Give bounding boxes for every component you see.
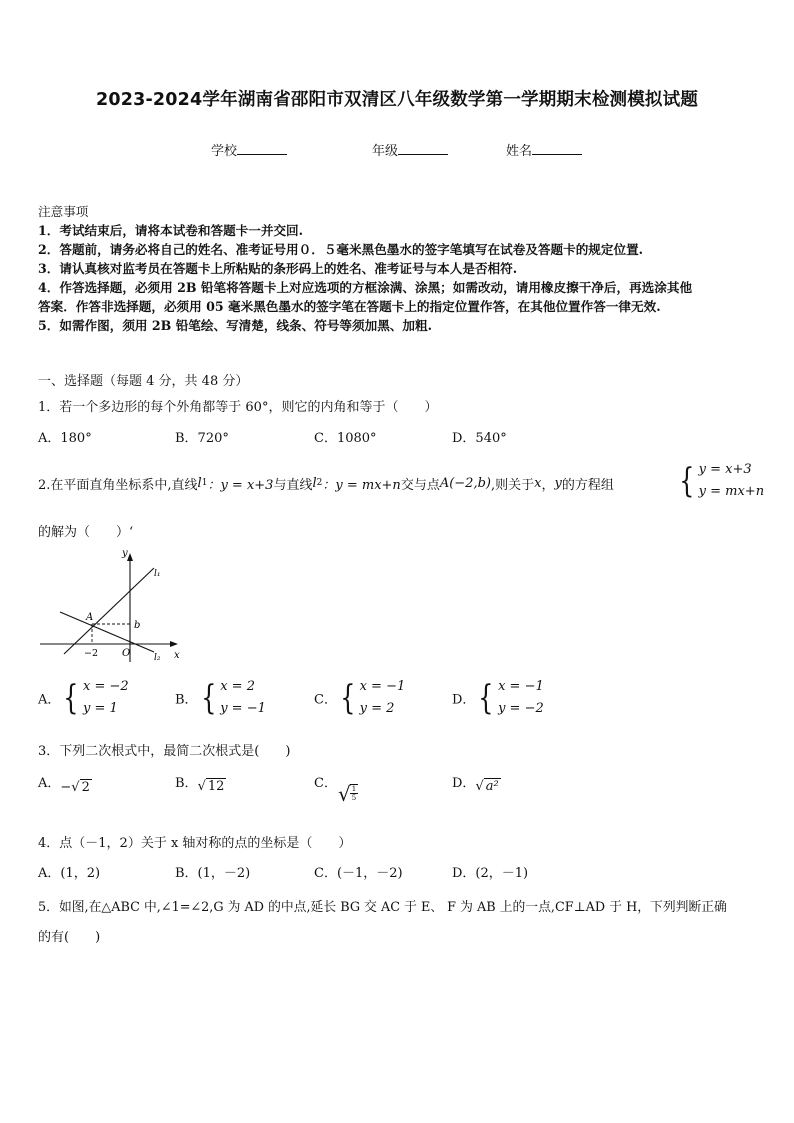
sqrt-icon: √ [197,779,206,794]
q2-text-5: 的方程组 [561,477,614,493]
q2-option-d-label: D． [452,692,476,708]
page-title: 2023-2024学年湖南省邵阳市双清区八年级数学第一学期期末检测模拟试题 [95,90,699,110]
q2-option-a-label: A． [38,692,61,708]
q2-eq2: ：y = mx+n [322,477,401,493]
q2-text-3: 交与点 [400,477,440,493]
q3-d-radicand: a² [485,779,499,794]
q3-c-denominator: 5 [351,794,357,802]
notice-item-2: 2．答题前，请务必将自己的姓名、准考证号用０．５毫米黑色墨水的签字笔填写在试卷及答题卡的规定位置. [38,242,644,257]
q1-option-d[interactable]: D．540° [452,431,507,446]
school-blank[interactable] [237,142,287,155]
q2-option-d[interactable] [452,676,544,720]
name-blank[interactable] [532,142,582,155]
q3-option-c[interactable] [314,772,357,806]
q2-c-row2: y = 2 [359,701,395,716]
q3-option-a-label: A． [38,776,61,791]
q1-option-b[interactable]: B．720° [175,431,229,446]
q2-sep: ， [541,477,555,493]
q2-eq1: ：y = x+3 [207,477,274,493]
sqrt-icon: √ [338,782,351,806]
brace-icon: { [478,678,494,718]
label-l1: l₁ [154,569,161,579]
q3-a-minus: − [60,780,72,795]
name-field [506,140,582,159]
q2-l1-sub: 1 [201,478,208,488]
q2-text-1: 2.在平面直角坐标系中,直线 [38,477,198,493]
q2-stem [38,468,614,498]
q4-option-d[interactable]: D．(2，－1) [452,866,529,881]
q2-brace-icon: { [679,461,695,501]
q2-graph [38,548,188,666]
q3-option-b[interactable] [175,772,226,794]
q2-l2: l [312,475,317,491]
q5-stem-line1: 5．如图,在△ABC 中,∠1=∠2,G 为 AD 的中点,延长 BG 交 AC 于 E、 F 为 AB 上的一点,CF⊥AD 于 H，下列判断正确 [38,900,727,915]
q3-option-c-label: C． [314,776,337,791]
q2-d-row2: y = −2 [498,701,544,716]
q2-sys-row2: y = mx+n [698,484,765,499]
q2-option-c-label: C． [314,692,337,708]
q2-b-row1: x = 2 [220,679,255,694]
q2-stem-line2: 的解为（ ）‘ [38,525,134,540]
q3-a-radicand: 2 [81,780,90,795]
label-a: A [86,612,94,623]
q1-stem: 1．若一个多边形的每个外角都等于 60°，则它的内角和等于（ ） [38,400,438,415]
q2-system [676,459,764,503]
q2-option-b-label: B． [175,692,198,708]
q1-option-a[interactable]: A．180° [38,431,92,446]
school-label: 学校 [211,144,238,159]
q2-l2-sub: 2 [316,478,323,488]
q2-text-4: ,则关于 [490,477,535,493]
brace-icon: { [200,678,216,718]
q2-b-row2: y = −1 [220,701,266,716]
q2-text-2: 与直线 [273,477,313,493]
q3-option-a[interactable] [38,772,92,795]
notice-item-5: 5．如需作图，须用 2B 铅笔绘、写清楚，线条、符号等须加黑、加粗. [38,318,432,333]
q2-point: A(−2,b) [439,475,491,491]
grade-field [372,140,448,159]
q1-option-c[interactable]: C．1080° [314,431,377,446]
grade-label: 年级 [372,144,399,159]
q2-var-y: y [554,475,562,491]
label-x: x [174,650,180,661]
q2-d-row1: x = −1 [498,679,544,694]
sqrt-icon: √ [475,779,484,794]
label-l2: l₂ [154,653,161,663]
q2-a-row1: x = −2 [83,679,129,694]
q3-b-radicand: 12 [207,779,225,794]
q3-c-numerator: 1 [351,785,357,793]
grade-blank[interactable] [398,142,448,155]
q3-option-b-label: B． [175,776,198,791]
q2-option-c[interactable] [314,676,405,720]
notice-item-3: 3．请认真核对监考员在答题卡上所粘贴的条形码上的姓名、准考证号与本人是否相符. [38,261,518,276]
brace-icon: { [63,678,79,718]
name-label: 姓名 [506,144,533,159]
school-field [211,140,287,159]
notice-block [38,202,692,335]
notice-item-1: 1．考试结束后，请将本试卷和答题卡一并交回. [38,223,304,238]
q3-option-d[interactable] [452,772,501,794]
q4-stem: 4．点（－1，2）关于 x 轴对称的点的坐标是（ ） [38,836,352,851]
q2-sys-row1: y = x+3 [698,462,752,477]
q5-stem-line2: 的有( ) [38,930,101,945]
q2-a-row2: y = 1 [83,701,118,716]
q2-option-b[interactable] [175,676,266,720]
q3-option-d-label: D． [452,776,476,791]
q4-option-a[interactable]: A．(1，2) [38,866,101,881]
line-l2 [60,612,154,652]
brace-icon: { [340,678,356,718]
label-b: b [134,620,141,631]
notice-heading: 注意事项 [38,204,89,219]
q4-option-c[interactable]: C．(－1，－2) [314,866,403,881]
x-axis-arrow-icon [170,641,178,647]
label-origin: O [122,648,131,659]
q2-option-a[interactable] [38,676,129,720]
q2-c-row1: x = −1 [359,679,406,694]
notice-item-4: 4．作答选择题，必须用 2B 铅笔将答题卡上对应选项的方框涂满、涂黑；如需改动，请用橡皮擦干净后，再选涂其他 [38,280,693,295]
q2-var-x: x [534,475,542,491]
sqrt-icon: √ [71,780,80,795]
label-y: y [122,548,128,559]
q4-option-b[interactable]: B．(1，－2) [175,866,251,881]
line-l1 [64,568,154,654]
q2-l1: l [197,475,202,491]
y-axis-arrow-icon [127,553,133,561]
notice-item-4-cont: 答案．作答非选择题，必须用 05 毫米黑色墨水的签字笔在答题卡上的指定位置作答，在其他位置作答一律无效. [38,299,661,314]
label-neg2: −2 [84,648,99,659]
section-heading: 一、选择题（每题 4 分，共 48 分） [38,374,249,389]
q3-stem: 3．下列二次根式中，最简二次根式是( ) [38,744,291,759]
